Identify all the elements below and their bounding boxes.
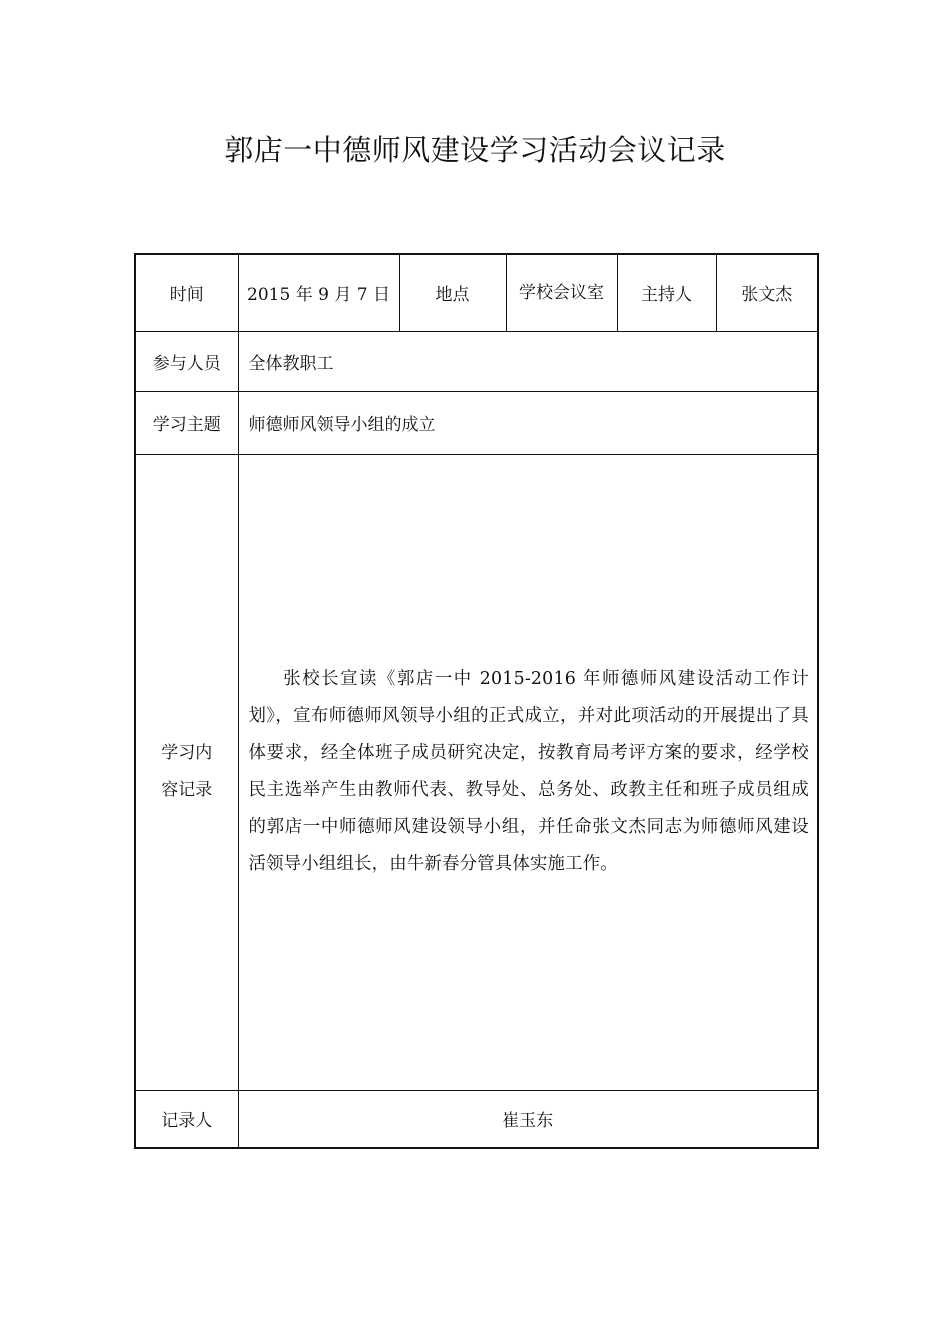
recorder-row xyxy=(135,1090,818,1148)
location-value: 学校会议室 xyxy=(506,254,617,331)
topic-value: 师德师风领导小组的成立 xyxy=(238,391,818,454)
meeting-record-table xyxy=(134,253,819,1149)
time-value: 2015 年 9 月 7 日 xyxy=(238,254,399,331)
recorder-value: 崔玉东 xyxy=(238,1090,818,1148)
participants-value: 全体教职工 xyxy=(238,331,818,391)
topic-row xyxy=(135,391,818,454)
host-value: 张文杰 xyxy=(716,254,818,331)
content-label: 学习内容记录 xyxy=(135,454,238,1090)
recorder-label: 记录人 xyxy=(135,1090,238,1148)
content-cell xyxy=(238,454,818,1090)
participants-label: 参与人员 xyxy=(135,331,238,391)
content-row xyxy=(135,454,818,1090)
location-label: 地点 xyxy=(399,254,506,331)
host-label: 主持人 xyxy=(617,254,716,331)
content-paragraph: 张校长宣读《郭店一中 2015-2016 年师德师风建设活动工作计划》，宣布师德师风领导小组的正式成立，并对此项活动的开展提出了具体要求，经全体班子成员研究决定，按教育局考评方案的要求，经学校民主选举产生由教师代表、教导处、总务处、政教主任和班子成员组成的郭店一中师德师风建设领导小组，并任命张文杰同志为师德师风建设活领导小组组长，由牛新春分管具体实施工作。 xyxy=(248,669,809,874)
topic-label: 学习主题 xyxy=(135,391,238,454)
time-label: 时间 xyxy=(135,254,238,331)
info-row xyxy=(135,254,818,331)
document-title: 郭店一中德师风建设学习活动会议记录 xyxy=(224,133,726,167)
participants-row xyxy=(135,331,818,391)
